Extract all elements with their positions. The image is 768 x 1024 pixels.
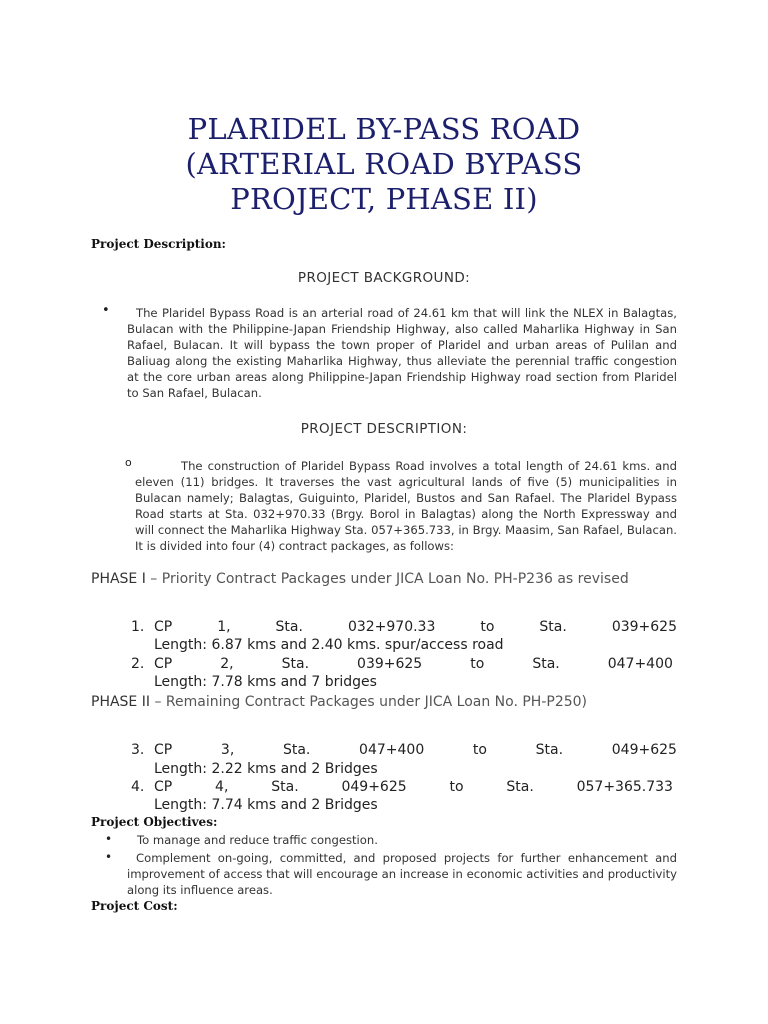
- package-sta: Sta.: [532, 656, 560, 672]
- phase-1-heading: [91, 571, 629, 587]
- project-objectives-label: Project Objectives:: [91, 815, 218, 829]
- package-id: 4,: [215, 779, 229, 795]
- package-1-length: Length: 6.87 kms and 2.40 kms. spur/access road: [154, 637, 504, 653]
- phase-2-heading: [91, 694, 587, 710]
- circle-bullet-icon: o: [125, 456, 132, 469]
- description-heading: PROJECT DESCRIPTION:: [300, 421, 468, 437]
- package-sta: Sta.: [506, 779, 534, 795]
- project-description-label: Project Description:: [91, 237, 226, 251]
- package-end: 057+365.733: [576, 779, 673, 795]
- package-id: 2,: [220, 656, 234, 672]
- package-end: 047+400: [607, 656, 673, 672]
- package-cp: CP: [154, 656, 173, 672]
- bullet-icon: •: [105, 850, 113, 864]
- bullet-icon: •: [105, 832, 113, 846]
- package-end: 039+625: [611, 619, 677, 635]
- project-cost-label: Project Cost:: [91, 899, 178, 913]
- title-line-2: (ARTERIAL ROAD BYPASS: [185, 147, 583, 181]
- package-to: to: [470, 656, 485, 672]
- package-1-row: [154, 619, 677, 635]
- phase-1-text: – Priority Contract Packages under JICA Loan No. PH-P236 as revised: [145, 571, 629, 587]
- package-sta: Sta.: [539, 619, 567, 635]
- package-1-number: 1.: [131, 619, 145, 635]
- package-3-row: [154, 742, 677, 758]
- title-line-3: PROJECT, PHASE II): [230, 182, 538, 216]
- document-title: [0, 112, 768, 217]
- package-cp: CP: [154, 742, 173, 758]
- package-cp: CP: [154, 779, 173, 795]
- background-text: The Plaridel Bypass Road is an arterial road of 24.61 km that will link the NLEX in Balagtas, Bulacan with the Philippine-Japan Friendship Highway, also called Maharlika Highway in San Rafael, Bulacan. It will bypass the town proper of Plaridel and urban areas of Pulilan and Baliuag along the existing Maharlika Highway, thus alleviate the perennial traffic congestion at the core urban areas along Philippine-Japan Friendship Highway road section from Plaridel to San Rafael, Bulacan.: [127, 306, 677, 400]
- package-sta: Sta.: [282, 742, 311, 758]
- package-2-number: 2.: [131, 656, 145, 672]
- package-2-length: Length: 7.78 kms and 7 bridges: [154, 674, 377, 690]
- package-id: 3,: [220, 742, 235, 758]
- phase-1-label: PHASE I: [91, 571, 146, 587]
- package-to: to: [480, 619, 495, 635]
- package-start: 049+625: [341, 779, 407, 795]
- bullet-icon: •: [102, 303, 110, 318]
- package-start: 039+625: [357, 656, 423, 672]
- package-2-row: [154, 656, 673, 672]
- package-start: 032+970.33: [347, 619, 436, 635]
- package-4-row: [154, 779, 673, 795]
- package-3-length: Length: 2.22 kms and 2 Bridges: [154, 761, 378, 777]
- package-end: 049+625: [611, 742, 677, 758]
- package-sta: Sta.: [275, 619, 303, 635]
- package-start: 047+400: [359, 742, 425, 758]
- objective-item-1: To manage and reduce traffic congestion.: [137, 833, 378, 847]
- package-to: to: [472, 742, 487, 758]
- objective-item-2: Complement on-going, committed, and proposed projects for further enhancement and improvement of access that will encourage an increase in economic activities and productivity along its influence areas.: [127, 851, 677, 897]
- package-to: to: [449, 779, 464, 795]
- title-line-1: PLARIDEL BY-PASS ROAD: [187, 112, 581, 146]
- package-cp: CP: [154, 619, 173, 635]
- background-heading: PROJECT BACKGROUND:: [297, 270, 471, 286]
- package-sta: Sta.: [281, 656, 310, 672]
- package-4-number: 4.: [131, 779, 145, 795]
- package-3-number: 3.: [131, 742, 145, 758]
- phase-2-label: PHASE II: [91, 694, 150, 710]
- phase-2-text: – Remaining Contract Packages under JICA Loan No. PH-P250): [150, 694, 588, 710]
- package-id: 1,: [217, 619, 231, 635]
- package-sta: Sta.: [535, 742, 564, 758]
- description-text: The construction of Plaridel Bypass Road involves a total length of 24.61 kms. and eleven (11) bridges. It traverses the vast agricultural lands of five (5) municipalities in Bulacan namely; Balagtas, Guiguinto, Plaridel, Bustos and San Rafael. The Plaridel Bypass Road starts at Sta. 032+970.33 (Brgy. Borol in Balagtas) along the North Expressway and will connect the Maharlika Highway Sta. 057+365.733, in Brgy. Maasim, San Rafael, Bulacan. It is divided into four (4) contract packages, as follows:: [135, 459, 677, 553]
- package-sta: Sta.: [271, 779, 299, 795]
- package-4-length: Length: 7.74 kms and 2 Bridges: [154, 797, 378, 813]
